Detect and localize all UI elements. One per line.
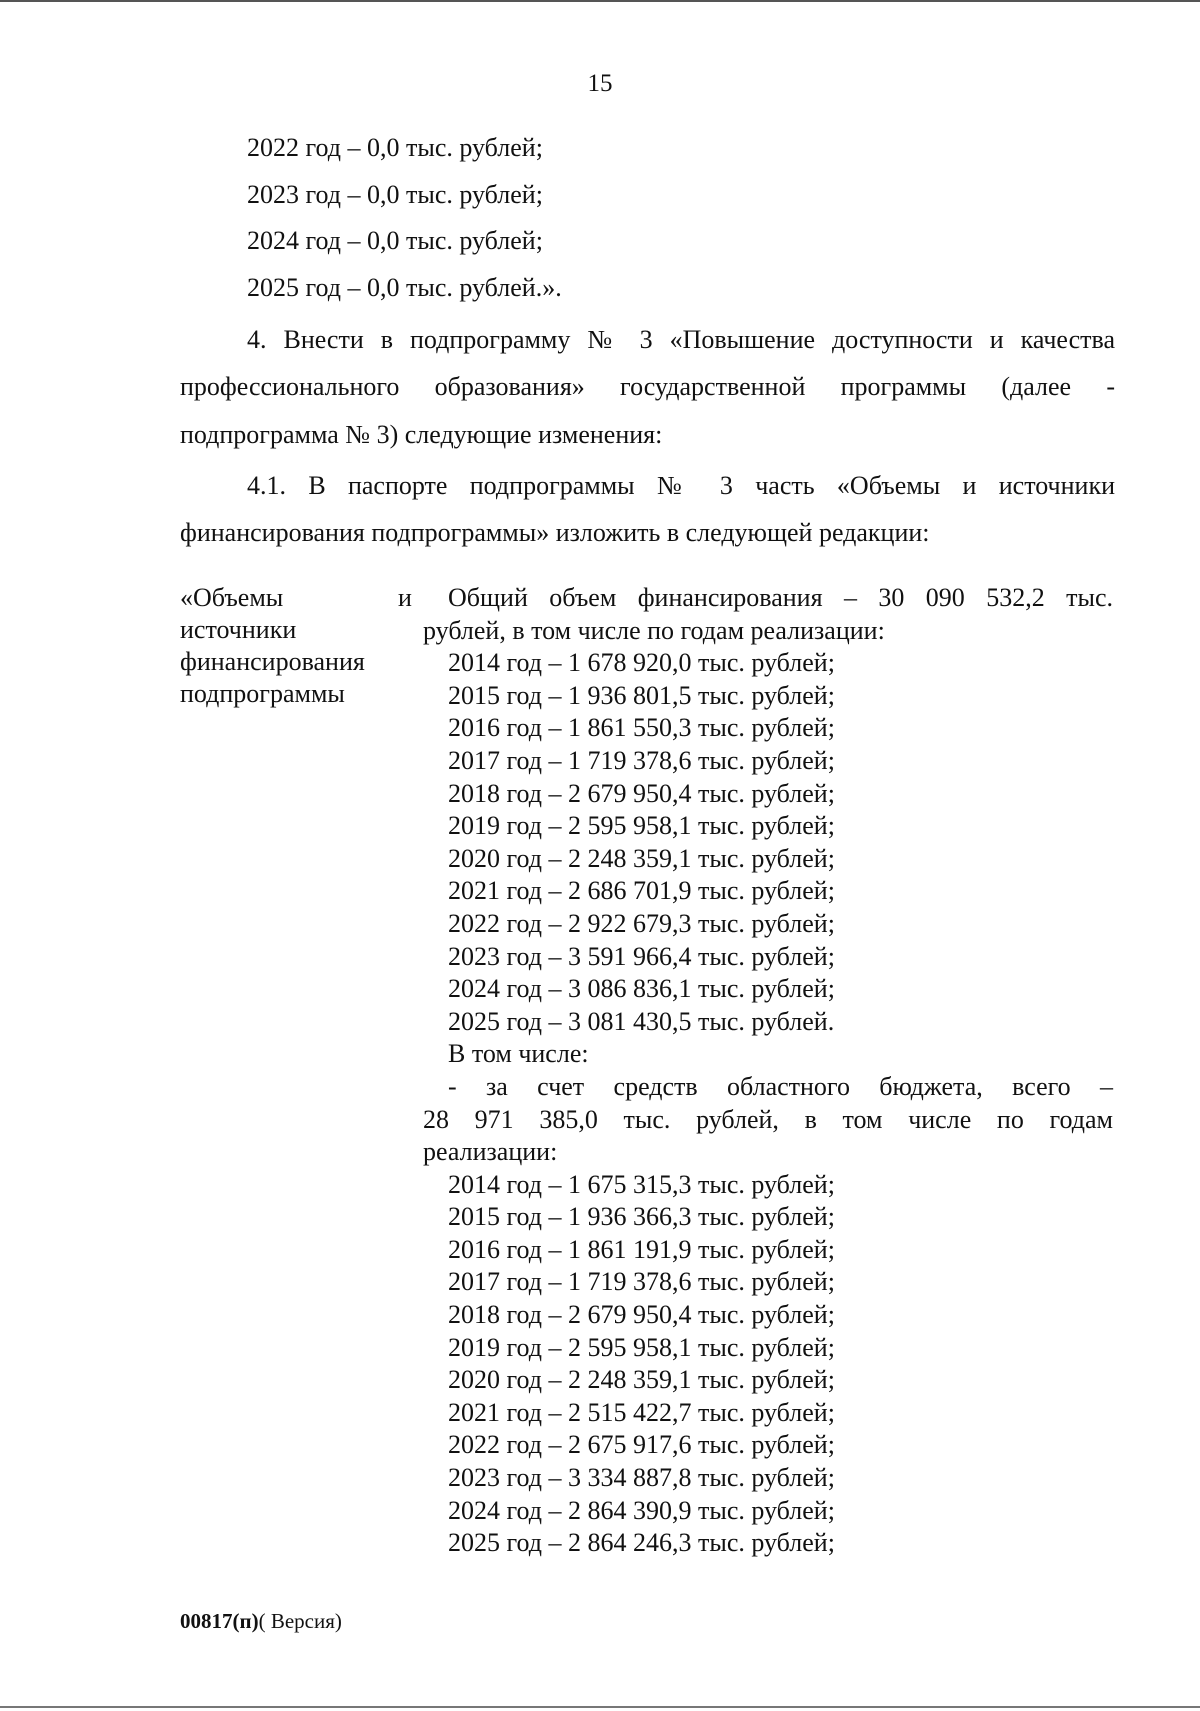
total-year-line: 2020 год – 2 248 359,1 тыс. рублей; bbox=[448, 843, 835, 873]
scan-top-edge bbox=[0, 0, 1200, 2]
total-year-line: 2021 год – 2 686 701,9 тыс. рублей; bbox=[448, 876, 835, 906]
total-year-line: 2024 год – 3 086 836,1 тыс. рублей; bbox=[448, 974, 835, 1004]
passport-content bbox=[423, 582, 1113, 1560]
total-funding-line2: рублей, в том числе по годам реализации: bbox=[423, 615, 885, 645]
total-year-line: 2023 год – 3 591 966,4 тыс. рублей; bbox=[448, 941, 835, 971]
total-year-line: 2017 год – 1 719 378,6 тыс. рублей; bbox=[448, 745, 835, 775]
regional-year-line: 2024 год – 2 864 390,9 тыс. рублей; bbox=[448, 1495, 835, 1525]
regional-year-line: 2022 год – 2 675 917,6 тыс. рублей; bbox=[448, 1430, 835, 1460]
regional-budget-line3: реализации: bbox=[423, 1137, 558, 1167]
regional-year-line: 2015 год – 1 936 366,3 тыс. рублей; bbox=[448, 1202, 835, 1232]
total-year-line: 2018 год – 2 679 950,4 тыс. рублей; bbox=[448, 778, 835, 808]
regional-year-line: 2023 год – 3 334 887,8 тыс. рублей; bbox=[448, 1463, 835, 1493]
regional-budget-line2: 28 971 385,0 тыс. рублей, в том числе по годам bbox=[423, 1104, 1113, 1134]
total-year-line: 2016 год – 1 861 550,3 тыс. рублей; bbox=[448, 713, 835, 743]
passport-label-line: «Объемы bbox=[180, 583, 284, 612]
total-year-line: 2022 год – 2 922 679,3 тыс. рублей; bbox=[448, 908, 835, 938]
document-code: 00817(п) bbox=[180, 1609, 259, 1633]
regional-year-line: 2020 год – 2 248 359,1 тыс. рублей; bbox=[448, 1365, 835, 1395]
item41-line2: финансирования подпрограммы» изложить в следующей редакции: bbox=[180, 518, 930, 547]
passport-label bbox=[180, 582, 420, 710]
item4-line3: подпрограмма № 3) следующие изменения: bbox=[180, 420, 663, 449]
total-year-line: 2015 год – 1 936 801,5 тыс. рублей; bbox=[448, 680, 835, 710]
top-year-line: 2023 год – 0,0 тыс. рублей; bbox=[247, 180, 543, 209]
total-funding-line1: Общий объем финансирования – 30 090 532,2 тыс. bbox=[448, 583, 1113, 612]
including-label: В том числе: bbox=[448, 1039, 589, 1069]
regional-year-line: 2019 год – 2 595 958,1 тыс. рублей; bbox=[448, 1332, 835, 1362]
passport-label-line: источники bbox=[180, 615, 297, 644]
regional-year-line: 2021 год – 2 515 422,7 тыс. рублей; bbox=[448, 1397, 835, 1427]
regional-year-line: 2014 год – 1 675 315,3 тыс. рублей; bbox=[448, 1169, 835, 1199]
item4-line2: профессионального образования» государственной программы (далее - bbox=[180, 372, 1115, 401]
passport-label-conjunction: и bbox=[398, 583, 412, 612]
document-footer bbox=[180, 1609, 342, 1634]
regional-year-line: 2017 год – 1 719 378,6 тыс. рублей; bbox=[448, 1267, 835, 1297]
passport-label-line: подпрограммы bbox=[180, 679, 345, 708]
total-year-line: 2025 год – 3 081 430,5 тыс. рублей. bbox=[448, 1006, 835, 1036]
item4-line1: 4. Внести в подпрограмму № 3 «Повышение доступности и качества bbox=[247, 325, 1115, 354]
page-number: 15 bbox=[587, 70, 613, 97]
regional-year-line: 2018 год – 2 679 950,4 тыс. рублей; bbox=[448, 1300, 835, 1330]
total-year-line: 2014 год – 1 678 920,0 тыс. рублей; bbox=[448, 648, 835, 678]
total-year-line: 2019 год – 2 595 958,1 тыс. рублей; bbox=[448, 811, 835, 841]
regional-budget-line1: - за счет средств областного бюджета, всего – bbox=[448, 1071, 1113, 1101]
top-year-line: 2024 год – 0,0 тыс. рублей; bbox=[247, 226, 543, 255]
top-year-line: 2025 год – 0,0 тыс. рублей.». bbox=[247, 273, 562, 302]
regional-year-line: 2016 год – 1 861 191,9 тыс. рублей; bbox=[448, 1234, 835, 1264]
document-version: ( Версия) bbox=[258, 1609, 342, 1633]
regional-year-line: 2025 год – 2 864 246,3 тыс. рублей; bbox=[448, 1528, 835, 1558]
passport-label-line: финансирования bbox=[180, 647, 365, 676]
top-year-line: 2022 год – 0,0 тыс. рублей; bbox=[247, 133, 543, 162]
item41-line1: 4.1. В паспорте подпрограммы № 3 часть «Объемы и источники bbox=[247, 471, 1115, 500]
scan-bottom-edge bbox=[0, 1706, 1200, 1708]
